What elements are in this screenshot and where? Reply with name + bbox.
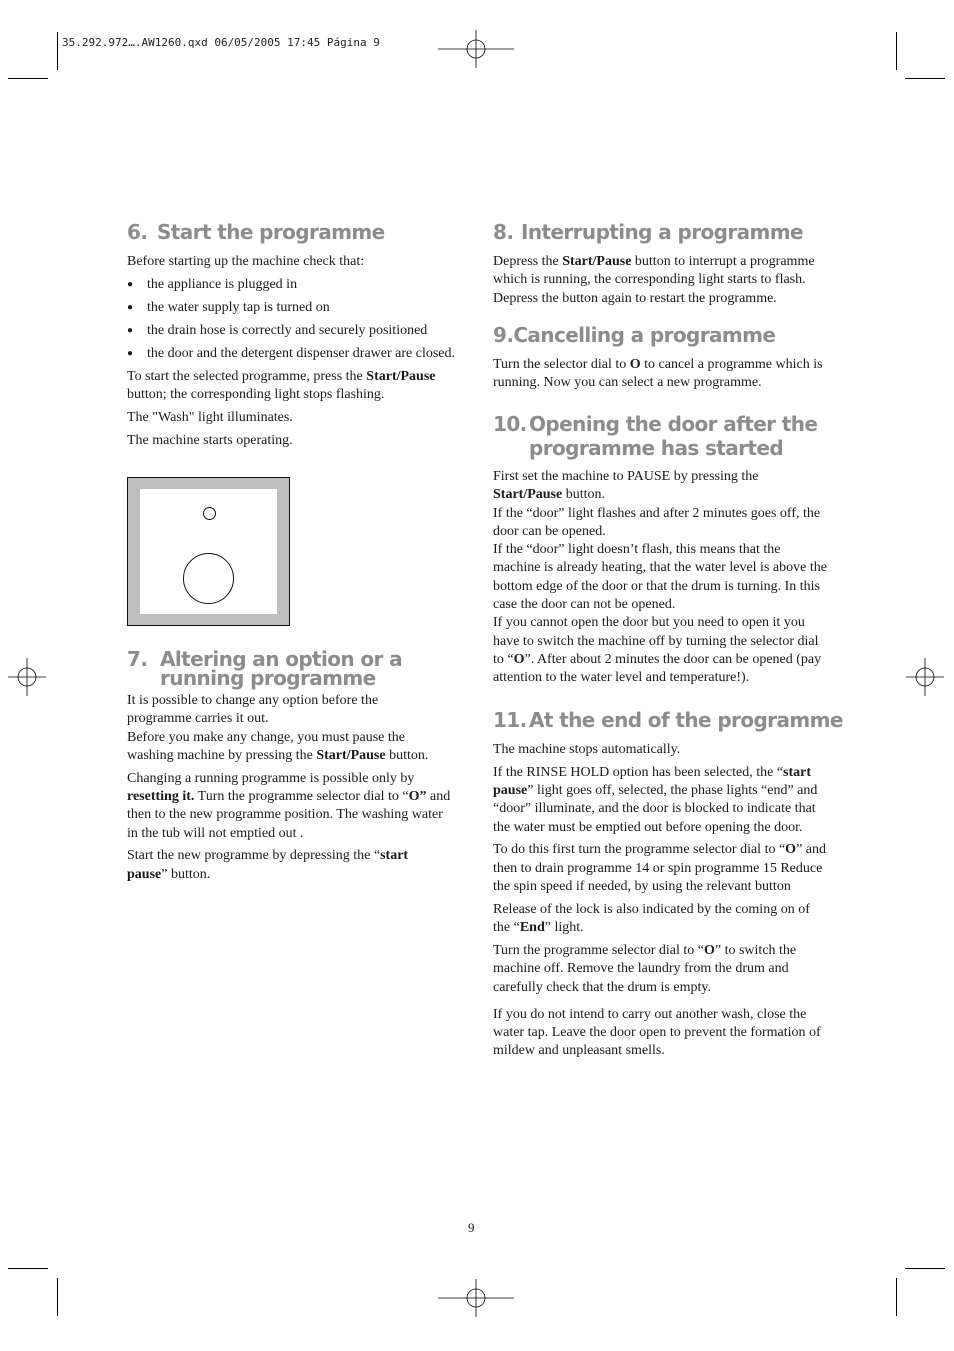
paragraph: If the RINSE HOLD option has been selected, the “start pause” light goes off, selected, the phase lights “end” and “door” illuminate, and the door is blocked to indicate that the water must be emptied out before opening the door. xyxy=(493,764,818,835)
registration-mark xyxy=(6,656,48,698)
paragraph: To start the selected programme, press the Start/Pause button; the corresponding light stops flashing. xyxy=(127,369,436,403)
section-9-body xyxy=(493,356,828,397)
indicator-light-icon xyxy=(203,507,216,520)
section-8-heading xyxy=(493,220,803,244)
section-title: Opening the door after the xyxy=(529,412,818,436)
section-number: 9. xyxy=(493,323,514,347)
paragraph: It is possible to change any option before the programme carries it out. xyxy=(127,693,379,727)
list-item: ● the appliance is plugged in xyxy=(127,276,462,294)
section-8-body xyxy=(493,253,828,312)
section-number: 10. xyxy=(493,412,527,436)
section-title: Start the programme xyxy=(157,220,385,244)
paragraph: Release of the lock is also indicated by the coming on of the “End” light. xyxy=(493,901,810,936)
paragraph: Turn the selector dial to O to cancel a programme which is running. Now you can select a new programme. xyxy=(493,357,823,391)
section-11-body xyxy=(493,741,828,1065)
crop-mark xyxy=(8,78,48,79)
list-item: ● the drain hose is correctly and securely positioned xyxy=(127,322,462,340)
paragraph: If you cannot open the door but you need to open it you have to switch the machine off by turning the selector dial to “O”. After about 2 minutes the door can be opened (pay attention to the water level and temperature!). xyxy=(493,615,822,686)
paragraph: Before you make any change, you must pause the washing machine by pressing the Start/Pause button. xyxy=(127,729,429,763)
section-title: running programme xyxy=(160,666,376,690)
crop-mark xyxy=(905,1268,945,1269)
paragraph: If the “door” light flashes and after 2 minutes goes off, the door can be opened. xyxy=(493,505,821,539)
section-6-heading xyxy=(127,220,385,244)
section-11-heading xyxy=(493,708,843,732)
paragraph: First set the machine to PAUSE by pressing the Start/Pause button. xyxy=(493,469,759,503)
paragraph: If you do not intend to carry out another wash, close the water tap. Leave the door open to prevent the formation of mildew and unpleasant smells. xyxy=(493,1006,821,1059)
paragraph: Start the new programme by depressing the “start pause” button. xyxy=(127,848,409,882)
paragraph: The machine stops automatically. xyxy=(493,742,681,757)
section-title: Altering an option or a xyxy=(160,647,403,671)
paragraph: Depress the Start/Pause button to interrupt a programme which is running, the corresponding light starts to flash. Depress the button again to restart the programme. xyxy=(493,254,815,306)
crop-mark xyxy=(905,78,945,79)
crop-mark xyxy=(57,1278,58,1316)
page-number: 9 xyxy=(468,1220,475,1235)
section-number: 11. xyxy=(493,708,527,732)
paragraph: The machine starts operating. xyxy=(127,433,293,449)
crop-mark xyxy=(8,1268,48,1269)
registration-mark xyxy=(436,1277,516,1319)
checklist xyxy=(127,276,462,364)
section-9-heading xyxy=(493,323,775,347)
section-7-body xyxy=(127,692,457,888)
section-6-body xyxy=(127,253,462,455)
registration-mark xyxy=(904,656,946,698)
start-pause-button-icon xyxy=(183,553,234,604)
section-title: At the end of the programme xyxy=(529,708,843,732)
registration-mark xyxy=(436,28,516,70)
section-title: Cancelling a programme xyxy=(513,323,776,347)
section-title: Interrupting a programme xyxy=(521,220,803,244)
start-pause-illustration xyxy=(127,477,290,626)
paragraph: To do this first turn the programme selector dial to “O” and then to drain programme 14 or spin programme 15 Reduce the spin speed if needed, by using the relevant button xyxy=(493,842,826,895)
section-number: 7. xyxy=(127,647,148,671)
crop-mark xyxy=(57,32,58,70)
list-item: ● the door and the detergent dispenser drawer are closed. xyxy=(127,345,462,363)
section-10-body xyxy=(493,468,828,688)
paragraph: Turn the programme selector dial to “O” to switch the machine off. Remove the laundry from the drum and carefully check that the drum is empty. xyxy=(493,942,797,995)
paragraph: If the “door” light doesn’t flash, this means that the machine is already heating, that the water level is above the bottom edge of the door or that the drum is turning. In this case the door can not be opened. xyxy=(493,542,827,613)
paragraph: The "Wash" light illuminates. xyxy=(127,410,293,426)
control-panel xyxy=(140,489,277,614)
section-10-heading xyxy=(493,412,817,460)
print-slug: 35.292.972….AW1260.qxd 06/05/2005 17:45 Página 9 xyxy=(62,36,380,49)
paragraph: Before starting up the machine check that: xyxy=(127,254,365,269)
crop-mark xyxy=(896,32,897,70)
section-number: 8. xyxy=(493,220,514,244)
section-number: 6. xyxy=(127,220,148,244)
paragraph: Changing a running programme is possible only by resetting it. Turn the programme selector dial to “O” and then to the new programme position. The washing water in the tub will not emptied out . xyxy=(127,770,451,841)
section-7-heading xyxy=(127,647,403,690)
section-title: programme has started xyxy=(529,436,784,460)
list-item: ● the water supply tap is turned on xyxy=(127,299,462,317)
crop-mark xyxy=(896,1278,897,1316)
